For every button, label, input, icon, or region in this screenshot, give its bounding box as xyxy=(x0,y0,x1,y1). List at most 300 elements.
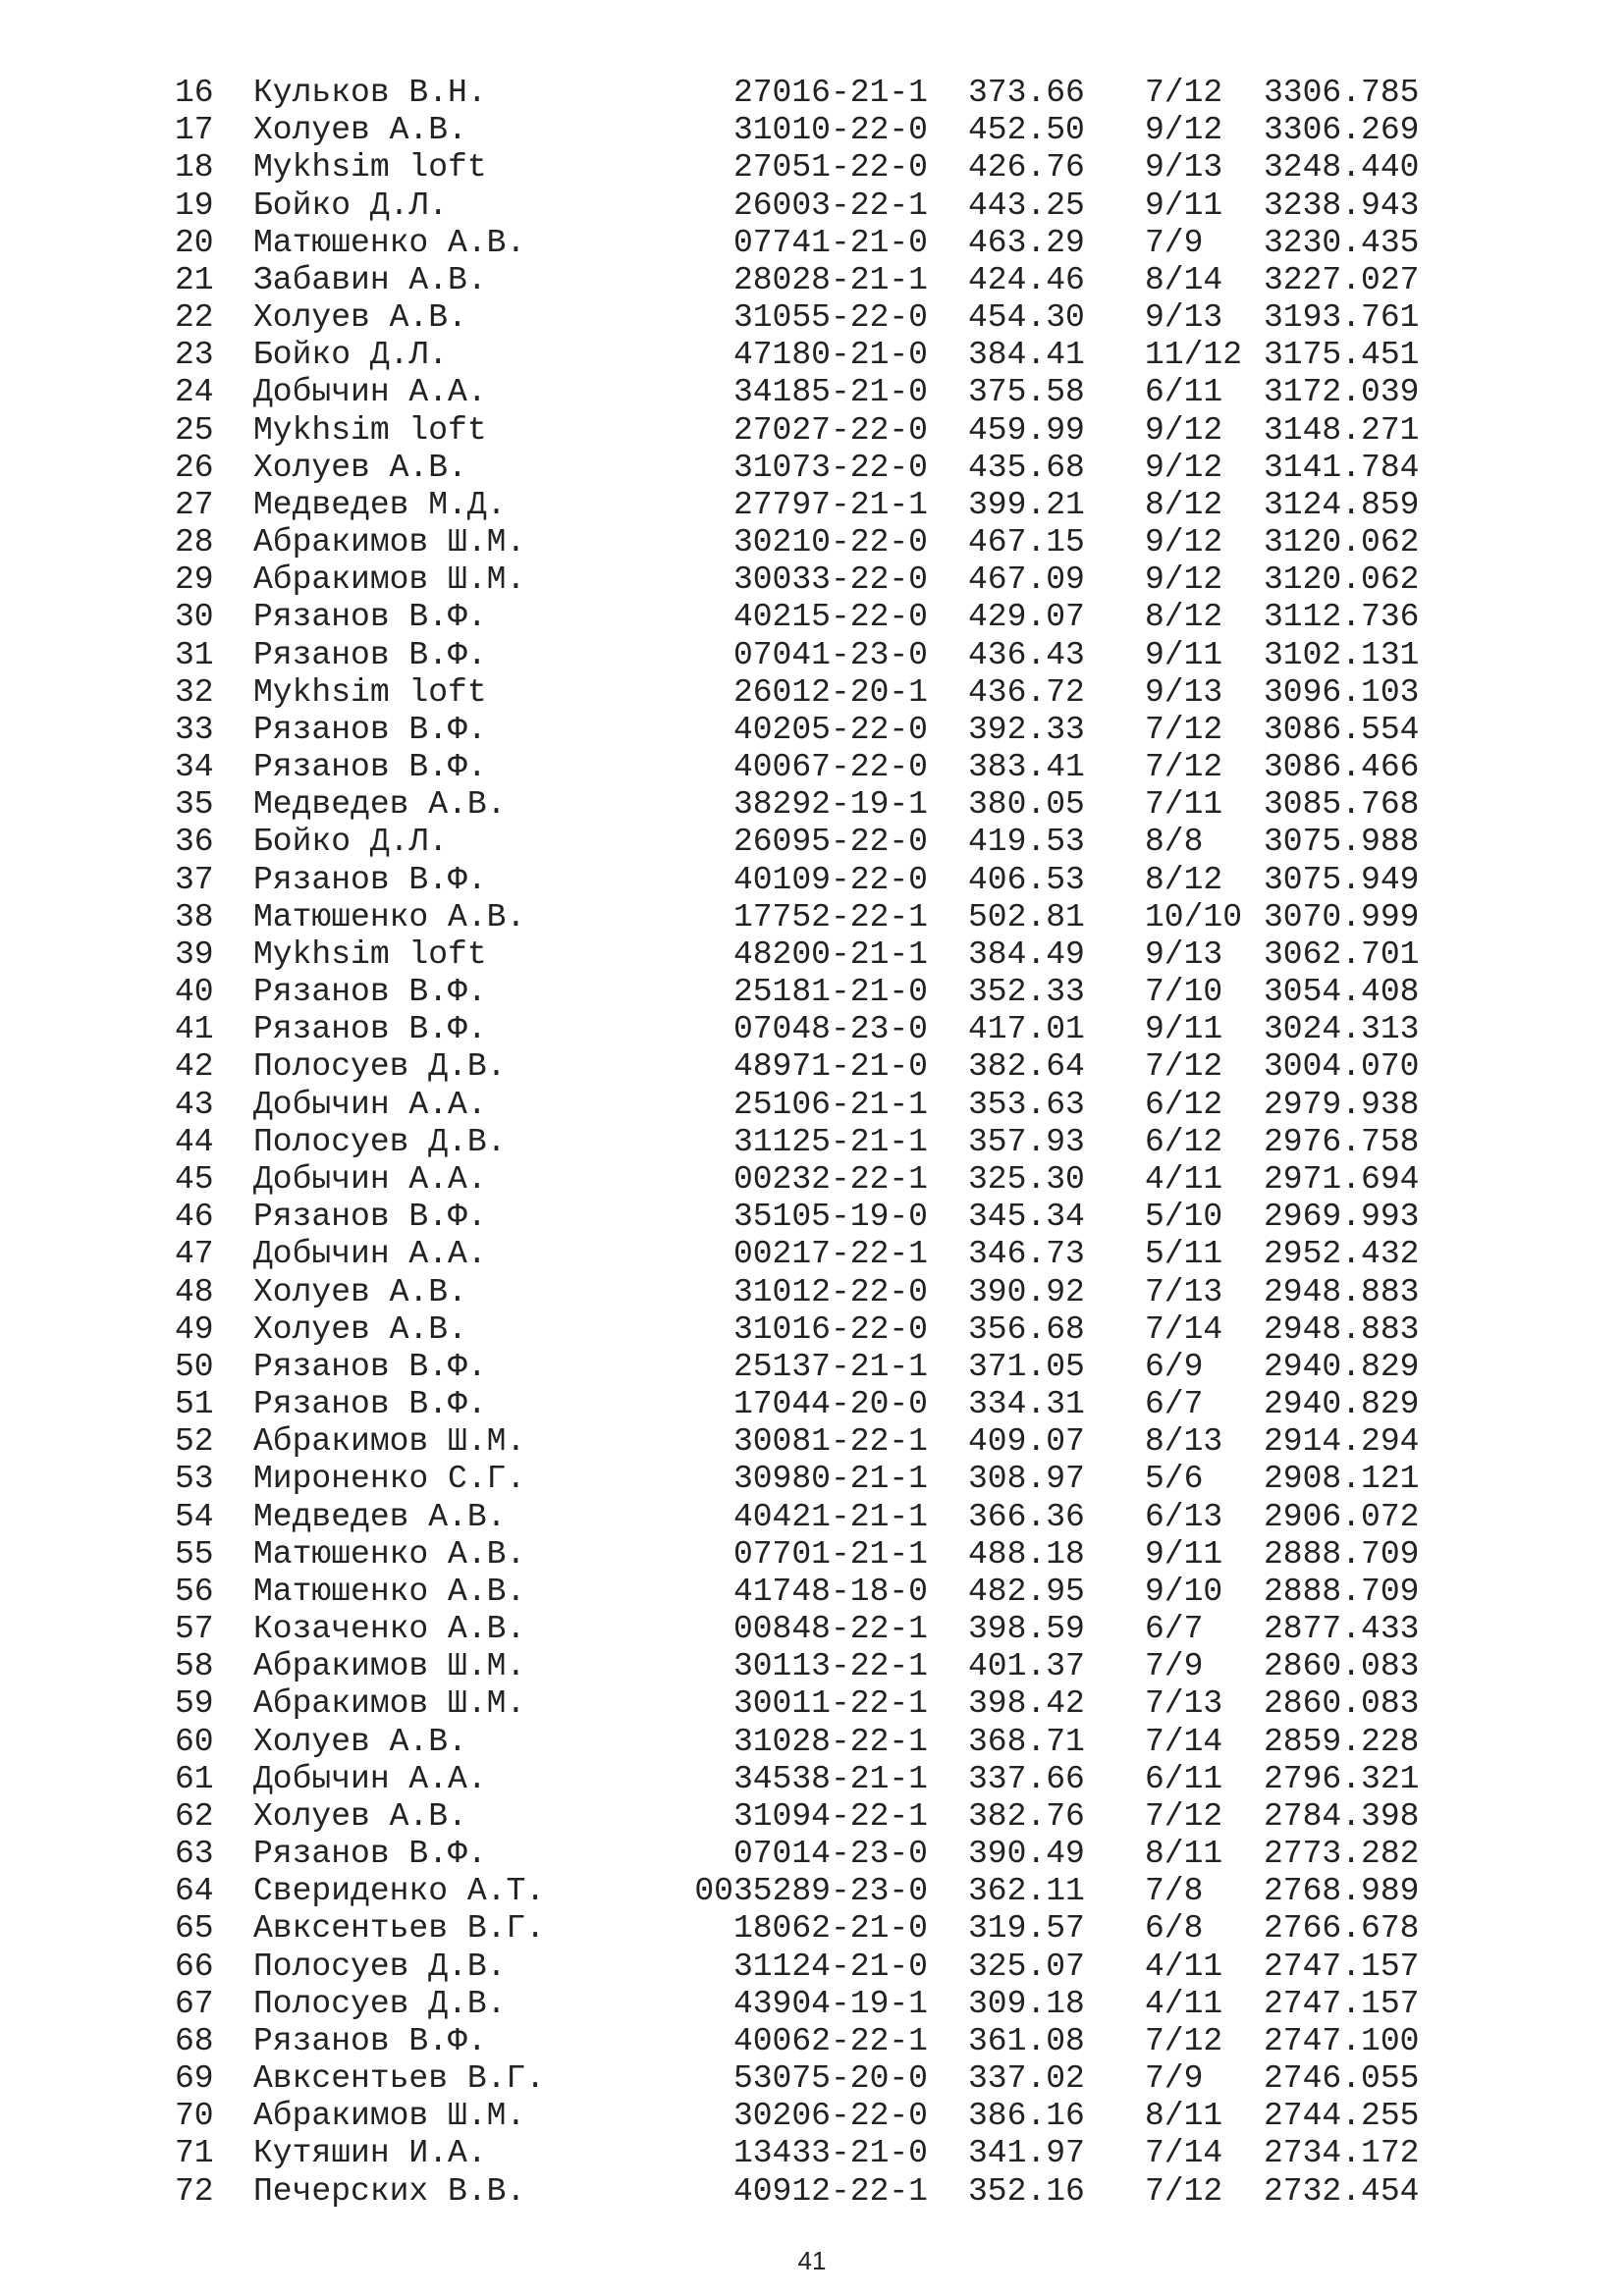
row-score: 2908.121 xyxy=(1264,1461,1420,1498)
table-row xyxy=(0,1724,1624,1761)
row-number: 24 xyxy=(175,374,214,411)
row-score: 2746.055 xyxy=(1264,2060,1420,2098)
row-value: 325.07 xyxy=(968,1948,1085,1985)
row-fraction: 6/13 xyxy=(1145,1498,1223,1535)
row-number: 64 xyxy=(175,1873,214,1910)
row-code: 31012-22-0 xyxy=(732,1273,928,1310)
row-code: 41748-18-0 xyxy=(732,1573,928,1610)
row-number: 35 xyxy=(175,786,214,824)
row-score: 2768.989 xyxy=(1264,1873,1420,1910)
row-name: Бойко Д.Л. xyxy=(253,337,449,374)
row-name: Mykhsim loft xyxy=(253,411,487,449)
table-row xyxy=(0,1349,1624,1386)
row-score: 2732.454 xyxy=(1264,2172,1420,2210)
row-fraction: 7/12 xyxy=(1145,75,1223,111)
row-number: 30 xyxy=(175,599,214,636)
row-number: 40 xyxy=(175,974,214,1011)
row-number: 57 xyxy=(175,1611,214,1648)
row-value: 371.05 xyxy=(968,1348,1085,1385)
row-code: 31028-22-1 xyxy=(732,1723,928,1760)
table-row xyxy=(0,862,1624,899)
row-fraction: 9/12 xyxy=(1145,112,1223,149)
row-number: 61 xyxy=(175,1760,214,1797)
row-code: 27016-21-1 xyxy=(732,75,928,111)
row-fraction: 8/12 xyxy=(1145,861,1223,898)
row-fraction: 9/12 xyxy=(1145,411,1223,449)
table-row xyxy=(0,1873,1624,1910)
table-row xyxy=(0,561,1624,599)
row-value: 454.30 xyxy=(968,299,1085,337)
row-fraction: 7/12 xyxy=(1145,749,1223,786)
table-row xyxy=(0,1386,1624,1423)
row-value: 382.64 xyxy=(968,1048,1085,1086)
row-number: 65 xyxy=(175,1910,214,1948)
row-number: 54 xyxy=(175,1498,214,1535)
table-row xyxy=(0,149,1624,187)
table-row xyxy=(0,75,1624,112)
row-value: 384.41 xyxy=(968,337,1085,374)
row-name: Mykhsim loft xyxy=(253,935,487,973)
row-code: 27797-21-1 xyxy=(732,486,928,523)
row-name: Авксентьев В.Г. xyxy=(253,2060,546,2098)
row-value: 380.05 xyxy=(968,786,1085,824)
row-code: 34538-21-1 xyxy=(732,1760,928,1797)
row-number: 42 xyxy=(175,1048,214,1086)
row-number: 66 xyxy=(175,1948,214,1985)
row-number: 44 xyxy=(175,1123,214,1160)
table-row xyxy=(0,487,1624,524)
row-code: 31124-21-0 xyxy=(732,1948,928,1985)
row-number: 53 xyxy=(175,1461,214,1498)
row-code: 31125-21-1 xyxy=(732,1123,928,1160)
row-fraction: 7/12 xyxy=(1145,1797,1223,1835)
row-name: Абракимов Ш.М. xyxy=(253,2098,526,2135)
row-code: 40067-22-0 xyxy=(732,749,928,786)
row-score: 3172.039 xyxy=(1264,374,1420,411)
row-score: 2744.255 xyxy=(1264,2098,1420,2135)
row-number: 50 xyxy=(175,1348,214,1385)
row-fraction: 9/12 xyxy=(1145,561,1223,599)
row-value: 352.16 xyxy=(968,2172,1085,2210)
row-name: Абракимов Ш.М. xyxy=(253,1685,526,1723)
row-code: 30081-22-1 xyxy=(732,1423,928,1461)
row-value: 436.43 xyxy=(968,636,1085,673)
row-name: Бойко Д.Л. xyxy=(253,187,449,224)
table-row xyxy=(0,1311,1624,1349)
table-row xyxy=(0,112,1624,149)
row-score: 2948.883 xyxy=(1264,1273,1420,1310)
row-code: 40912-22-1 xyxy=(732,2172,928,2210)
row-name: Холуев А.В. xyxy=(253,1723,467,1760)
table-row xyxy=(0,299,1624,337)
row-value: 463.29 xyxy=(968,224,1085,261)
table-row xyxy=(0,1087,1624,1124)
table-row xyxy=(0,374,1624,411)
row-fraction: 7/14 xyxy=(1145,2135,1223,2172)
row-name: Холуев А.В. xyxy=(253,1310,467,1348)
table-row xyxy=(0,1199,1624,1236)
row-fraction: 6/7 xyxy=(1145,1611,1204,1648)
row-code: 31055-22-0 xyxy=(732,299,928,337)
row-name: Холуев А.В. xyxy=(253,1797,467,1835)
row-value: 406.53 xyxy=(968,861,1085,898)
row-name: Полосуев Д.В. xyxy=(253,1048,507,1086)
row-number: 38 xyxy=(175,898,214,935)
row-score: 3086.466 xyxy=(1264,749,1420,786)
row-name: Матюшенко А.В. xyxy=(253,1535,526,1573)
row-value: 382.76 xyxy=(968,1797,1085,1835)
row-code: 26095-22-0 xyxy=(732,824,928,861)
row-number: 48 xyxy=(175,1273,214,1310)
row-number: 28 xyxy=(175,524,214,561)
row-number: 33 xyxy=(175,711,214,748)
row-score: 2747.100 xyxy=(1264,2022,1420,2059)
row-score: 2796.321 xyxy=(1264,1760,1420,1797)
row-name: Абракимов Ш.М. xyxy=(253,561,526,599)
row-number: 69 xyxy=(175,2060,214,2098)
row-fraction: 7/13 xyxy=(1145,1273,1223,1310)
row-code: 47180-21-0 xyxy=(732,337,928,374)
row-value: 357.93 xyxy=(968,1123,1085,1160)
row-score: 3004.070 xyxy=(1264,1048,1420,1086)
table-row xyxy=(0,1611,1624,1648)
row-value: 459.99 xyxy=(968,411,1085,449)
row-name: Рязанов В.Ф. xyxy=(253,2022,487,2059)
row-fraction: 10/10 xyxy=(1145,898,1243,935)
row-number: 70 xyxy=(175,2098,214,2135)
row-code: 30210-22-0 xyxy=(732,524,928,561)
row-name: Медведев М.Д. xyxy=(253,486,507,523)
row-name: Добычин А.А. xyxy=(253,1760,487,1797)
row-code: 34185-21-0 xyxy=(732,374,928,411)
row-name: Рязанов В.Ф. xyxy=(253,1386,487,1423)
table-row xyxy=(0,1648,1624,1685)
row-value: 419.53 xyxy=(968,824,1085,861)
row-code: 40109-22-0 xyxy=(732,861,928,898)
row-number: 62 xyxy=(175,1797,214,1835)
row-score: 3120.062 xyxy=(1264,524,1420,561)
row-name: Забавин А.В. xyxy=(253,261,487,298)
table-row xyxy=(0,1461,1624,1498)
row-name: Добычин А.А. xyxy=(253,1086,487,1123)
row-name: Добычин А.А. xyxy=(253,374,487,411)
row-fraction: 7/12 xyxy=(1145,711,1223,748)
row-code: 07048-23-0 xyxy=(732,1011,928,1048)
row-score: 2747.157 xyxy=(1264,1948,1420,1985)
row-number: 55 xyxy=(175,1535,214,1573)
page-number: 41 xyxy=(797,2246,827,2275)
row-name: Рязанов В.Ф. xyxy=(253,1348,487,1385)
row-fraction: 9/13 xyxy=(1145,149,1223,187)
row-name: Холуев А.В. xyxy=(253,299,467,337)
row-score: 2888.709 xyxy=(1264,1535,1420,1573)
row-score: 2888.709 xyxy=(1264,1573,1420,1610)
row-fraction: 8/8 xyxy=(1145,824,1204,861)
table-row xyxy=(0,1949,1624,1986)
row-code: 40062-22-1 xyxy=(732,2022,928,2059)
row-code: 26003-22-1 xyxy=(732,187,928,224)
row-fraction: 9/11 xyxy=(1145,1535,1223,1573)
row-number: 39 xyxy=(175,935,214,973)
row-code: 07741-21-0 xyxy=(732,224,928,261)
row-fraction: 7/14 xyxy=(1145,1310,1223,1348)
table-row xyxy=(0,1574,1624,1611)
table-row xyxy=(0,412,1624,450)
row-value: 426.76 xyxy=(968,149,1085,187)
table-row xyxy=(0,974,1624,1011)
table-row xyxy=(0,786,1624,824)
table-row xyxy=(0,2060,1624,2098)
row-fraction: 6/12 xyxy=(1145,1123,1223,1160)
table-row xyxy=(0,225,1624,262)
row-number: 45 xyxy=(175,1160,214,1198)
row-name: Медведев А.В. xyxy=(253,1498,507,1535)
row-value: 384.49 xyxy=(968,935,1085,973)
table-row xyxy=(0,1161,1624,1199)
row-name: Рязанов В.Ф. xyxy=(253,599,487,636)
row-name: Рязанов В.Ф. xyxy=(253,974,487,1011)
table-row xyxy=(0,524,1624,561)
row-score: 2971.694 xyxy=(1264,1160,1420,1198)
row-name: Холуев А.В. xyxy=(253,1273,467,1310)
row-code: 0035289-23-0 xyxy=(694,1873,928,1910)
row-score: 2969.993 xyxy=(1264,1199,1420,1236)
row-code: 53075-20-0 xyxy=(732,2060,928,2098)
table-row xyxy=(0,599,1624,636)
row-fraction: 8/14 xyxy=(1145,261,1223,298)
row-number: 32 xyxy=(175,673,214,711)
row-name: Свериденко А.Т. xyxy=(253,1873,546,1910)
row-number: 71 xyxy=(175,2135,214,2172)
row-score: 3024.313 xyxy=(1264,1011,1420,1048)
row-name: Добычин А.А. xyxy=(253,1160,487,1198)
row-value: 390.92 xyxy=(968,1273,1085,1310)
row-score: 2940.829 xyxy=(1264,1386,1420,1423)
row-value: 417.01 xyxy=(968,1011,1085,1048)
row-number: 67 xyxy=(175,1985,214,2022)
row-name: Рязанов В.Ф. xyxy=(253,636,487,673)
row-name: Матюшенко А.В. xyxy=(253,1573,526,1610)
row-fraction: 9/11 xyxy=(1145,187,1223,224)
table-row xyxy=(0,1761,1624,1798)
row-score: 2784.398 xyxy=(1264,1797,1420,1835)
row-name: Абракимов Ш.М. xyxy=(253,1423,526,1461)
row-score: 2976.758 xyxy=(1264,1123,1420,1160)
row-fraction: 7/12 xyxy=(1145,2172,1223,2210)
row-fraction: 9/10 xyxy=(1145,1573,1223,1610)
row-code: 25137-21-1 xyxy=(732,1348,928,1385)
row-fraction: 6/8 xyxy=(1145,1910,1204,1948)
table-row xyxy=(0,1423,1624,1461)
row-fraction: 7/11 xyxy=(1145,786,1223,824)
row-name: Mykhsim loft xyxy=(253,149,487,187)
row-name: Матюшенко А.В. xyxy=(253,898,526,935)
row-fraction: 9/12 xyxy=(1145,524,1223,561)
row-number: 34 xyxy=(175,749,214,786)
row-code: 13433-21-0 xyxy=(732,2135,928,2172)
row-fraction: 7/9 xyxy=(1145,1648,1204,1685)
row-value: 401.37 xyxy=(968,1648,1085,1685)
row-value: 482.95 xyxy=(968,1573,1085,1610)
row-number: 56 xyxy=(175,1573,214,1610)
row-name: Холуев А.В. xyxy=(253,449,467,486)
row-code: 00848-22-1 xyxy=(732,1611,928,1648)
row-name: Мироненко С.Г. xyxy=(253,1461,526,1498)
row-code: 31010-22-0 xyxy=(732,112,928,149)
row-number: 58 xyxy=(175,1648,214,1685)
row-fraction: 7/12 xyxy=(1145,2022,1223,2059)
table-row xyxy=(0,1685,1624,1723)
row-score: 3124.859 xyxy=(1264,486,1420,523)
row-number: 22 xyxy=(175,299,214,337)
row-value: 337.66 xyxy=(968,1760,1085,1797)
row-code: 31094-22-1 xyxy=(732,1797,928,1835)
row-fraction: 8/13 xyxy=(1145,1423,1223,1461)
row-score: 3112.736 xyxy=(1264,599,1420,636)
table-row xyxy=(0,712,1624,749)
table-row xyxy=(0,936,1624,974)
row-score: 3120.062 xyxy=(1264,561,1420,599)
row-value: 398.59 xyxy=(968,1611,1085,1648)
row-code: 31016-22-0 xyxy=(732,1310,928,1348)
row-name: Рязанов В.Ф. xyxy=(253,861,487,898)
table-row xyxy=(0,637,1624,674)
row-code: 26012-20-1 xyxy=(732,673,928,711)
row-score: 2734.172 xyxy=(1264,2135,1420,2172)
row-value: 308.97 xyxy=(968,1461,1085,1498)
row-name: Бойко Д.Л. xyxy=(253,824,449,861)
row-name: Рязанов В.Ф. xyxy=(253,1836,487,1873)
row-fraction: 6/7 xyxy=(1145,1386,1204,1423)
row-value: 383.41 xyxy=(968,749,1085,786)
row-fraction: 7/13 xyxy=(1145,1685,1223,1723)
row-code: 17044-20-0 xyxy=(732,1386,928,1423)
row-score: 3148.271 xyxy=(1264,411,1420,449)
table-row xyxy=(0,1274,1624,1311)
row-value: 452.50 xyxy=(968,112,1085,149)
row-value: 436.72 xyxy=(968,673,1085,711)
row-fraction: 9/13 xyxy=(1145,299,1223,337)
row-score: 2766.678 xyxy=(1264,1910,1420,1948)
row-code: 30206-22-0 xyxy=(732,2098,928,2135)
row-value: 467.09 xyxy=(968,561,1085,599)
row-fraction: 9/11 xyxy=(1145,1011,1223,1048)
row-code: 00217-22-1 xyxy=(732,1236,928,1273)
row-name: Рязанов В.Ф. xyxy=(253,711,487,748)
row-score: 3227.027 xyxy=(1264,261,1420,298)
table-row xyxy=(0,262,1624,299)
row-score: 3306.785 xyxy=(1264,75,1420,111)
table-row xyxy=(0,337,1624,374)
row-value: 337.02 xyxy=(968,2060,1085,2098)
row-score: 2860.083 xyxy=(1264,1648,1420,1685)
row-score: 3054.408 xyxy=(1264,974,1420,1011)
row-number: 25 xyxy=(175,411,214,449)
table-row xyxy=(0,1048,1624,1086)
row-score: 3175.451 xyxy=(1264,337,1420,374)
row-value: 319.57 xyxy=(968,1910,1085,1948)
row-code: 07701-21-1 xyxy=(732,1535,928,1573)
row-fraction: 7/9 xyxy=(1145,2060,1204,2098)
row-value: 373.66 xyxy=(968,75,1085,111)
row-code: 27027-22-0 xyxy=(732,411,928,449)
row-number: 52 xyxy=(175,1423,214,1461)
row-name: Полосуев Д.В. xyxy=(253,1948,507,1985)
row-number: 41 xyxy=(175,1011,214,1048)
row-score: 3075.988 xyxy=(1264,824,1420,861)
row-value: 341.97 xyxy=(968,2135,1085,2172)
row-code: 30113-22-1 xyxy=(732,1648,928,1685)
row-fraction: 6/11 xyxy=(1145,1760,1223,1797)
row-fraction: 5/10 xyxy=(1145,1199,1223,1236)
row-name: Кутяшин И.А. xyxy=(253,2135,487,2172)
row-name: Рязанов В.Ф. xyxy=(253,1011,487,1048)
row-score: 2979.938 xyxy=(1264,1086,1420,1123)
row-code: 17752-22-1 xyxy=(732,898,928,935)
row-number: 31 xyxy=(175,636,214,673)
row-fraction: 9/12 xyxy=(1145,449,1223,486)
row-name: Печерских В.В. xyxy=(253,2172,526,2210)
row-fraction: 5/11 xyxy=(1145,1236,1223,1273)
row-name: Холуев А.В. xyxy=(253,112,467,149)
row-code: 07041-23-0 xyxy=(732,636,928,673)
row-value: 356.68 xyxy=(968,1310,1085,1348)
row-code: 40215-22-0 xyxy=(732,599,928,636)
row-name: Абракимов Ш.М. xyxy=(253,524,526,561)
table-row xyxy=(0,1910,1624,1948)
row-name: Mykhsim loft xyxy=(253,673,487,711)
row-code: 25181-21-0 xyxy=(732,974,928,1011)
row-score: 2914.294 xyxy=(1264,1423,1420,1461)
row-fraction: 7/9 xyxy=(1145,224,1204,261)
row-number: 51 xyxy=(175,1386,214,1423)
row-number: 20 xyxy=(175,224,214,261)
row-number: 18 xyxy=(175,149,214,187)
row-number: 19 xyxy=(175,187,214,224)
row-number: 16 xyxy=(175,75,214,111)
row-number: 46 xyxy=(175,1199,214,1236)
row-code: 40421-21-1 xyxy=(732,1498,928,1535)
row-value: 375.58 xyxy=(968,374,1085,411)
row-name: Полосуев Д.В. xyxy=(253,1985,507,2022)
row-score: 3102.131 xyxy=(1264,636,1420,673)
row-name: Матюшенко А.В. xyxy=(253,224,526,261)
row-number: 37 xyxy=(175,861,214,898)
row-number: 59 xyxy=(175,1685,214,1723)
table-row xyxy=(0,749,1624,786)
row-score: 3193.761 xyxy=(1264,299,1420,337)
row-number: 63 xyxy=(175,1836,214,1873)
row-number: 26 xyxy=(175,449,214,486)
row-value: 386.16 xyxy=(968,2098,1085,2135)
row-value: 361.08 xyxy=(968,2022,1085,2059)
row-value: 334.31 xyxy=(968,1386,1085,1423)
table-row xyxy=(0,1536,1624,1574)
row-code: 40205-22-0 xyxy=(732,711,928,748)
row-value: 366.36 xyxy=(968,1498,1085,1535)
row-value: 392.33 xyxy=(968,711,1085,748)
row-fraction: 4/11 xyxy=(1145,1985,1223,2022)
row-score: 3096.103 xyxy=(1264,673,1420,711)
row-number: 47 xyxy=(175,1236,214,1273)
row-score: 3306.269 xyxy=(1264,112,1420,149)
row-score: 3141.784 xyxy=(1264,449,1420,486)
row-number: 68 xyxy=(175,2022,214,2059)
row-name: Медведев А.В. xyxy=(253,786,507,824)
row-code: 18062-21-0 xyxy=(732,1910,928,1948)
row-code: 48200-21-1 xyxy=(732,935,928,973)
row-value: 309.18 xyxy=(968,1985,1085,2022)
